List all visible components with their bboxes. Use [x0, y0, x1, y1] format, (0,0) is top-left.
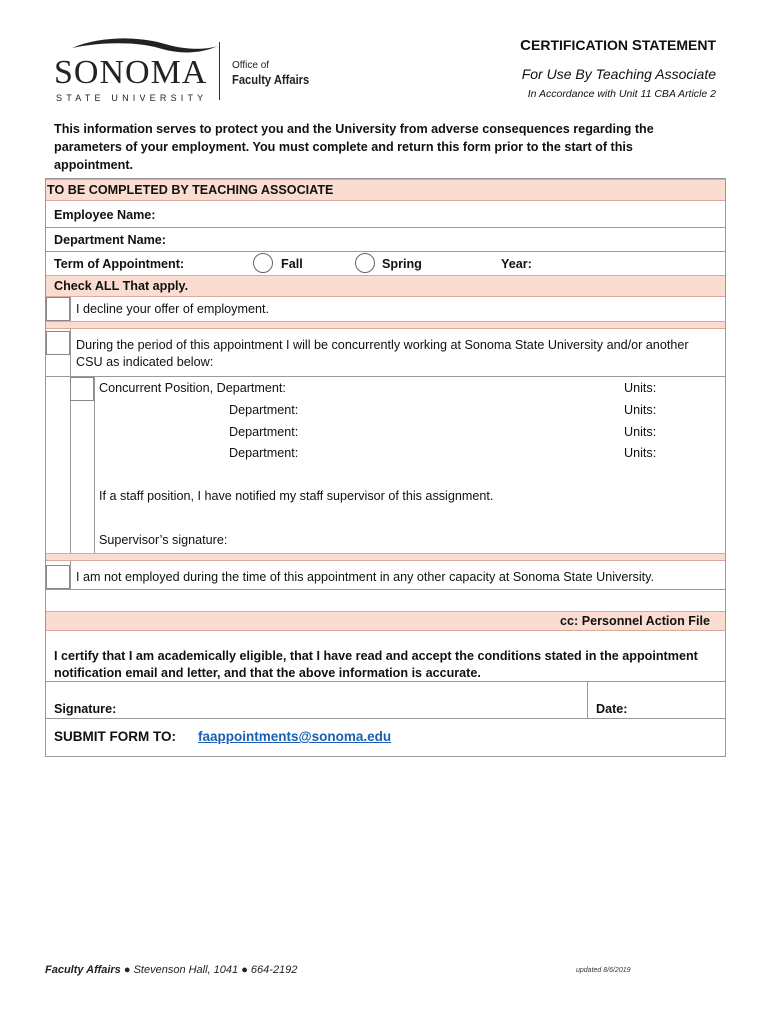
submit-label: SUBMIT FORM TO:: [54, 729, 176, 744]
check-all-bar: [46, 275, 725, 297]
office-name-label: Faculty Affairs: [232, 72, 310, 87]
logo-subtitle: STATE UNIVERSITY: [56, 93, 208, 103]
divider: [587, 681, 588, 718]
divider: [70, 329, 71, 553]
office-of-label: Office of: [232, 60, 270, 71]
bullet-icon: ●: [241, 964, 251, 976]
units-label: Units:: [624, 381, 657, 395]
divider: [70, 297, 71, 321]
units-label: Units:: [624, 446, 657, 460]
separator-bar: [46, 321, 725, 329]
divider: [46, 718, 725, 719]
cc-bar: [46, 611, 725, 631]
term-label: Term of Appointment:: [54, 257, 185, 271]
not-employed-checkbox[interactable]: [46, 565, 70, 589]
cc-label: cc: Personnel Action File: [560, 614, 710, 628]
department-label: Department:: [229, 403, 299, 417]
concurrent-text: During the period of this appointment I will be concurrently working at Sonoma State University and/or another CSU as indicated below:: [76, 338, 689, 369]
divider: [46, 589, 725, 590]
date-label: Date:: [596, 702, 628, 716]
spring-radio[interactable]: [355, 253, 375, 273]
fall-radio[interactable]: [253, 253, 273, 273]
divider: [46, 376, 725, 377]
decline-text: I decline your offer of employment.: [76, 302, 269, 316]
title-initial-s: S: [631, 37, 642, 54]
for-use-subtitle: For Use By Teaching Associate: [521, 66, 716, 82]
separator-bar: [46, 553, 725, 561]
check-all-label: Check ALL That apply.: [54, 279, 189, 293]
divider: [70, 561, 71, 589]
decline-checkbox[interactable]: [46, 297, 70, 321]
units-label: Units:: [624, 403, 657, 417]
logo-divider: [219, 42, 220, 100]
logo-swoosh-icon: [70, 36, 220, 56]
not-employed-text: I am not employed during the time of this appointment in any other capacity at Sonoma State University.: [76, 570, 654, 584]
employee-name-label: Employee Name:: [54, 208, 156, 222]
bullet-icon: ●: [123, 964, 134, 976]
spring-label: Spring: [382, 257, 422, 271]
footer-updated: updated 8/6/2019: [576, 967, 631, 974]
certify-statement: I certify that I am academically eligible, that I have read and accept the conditions stated in the appointment notification email and letter, and that the above information is accurate.: [54, 649, 698, 680]
sonoma-state-logo: [50, 36, 225, 106]
footer-office: Faculty Affairs: [45, 964, 121, 976]
concurrent-position-label: Concurrent Position, Department:: [99, 381, 286, 395]
year-label: Year:: [501, 257, 532, 271]
intro-paragraph: This information serves to protect you and the University from adverse consequences regarding the parameters of your employment. You must complete and return this form prior to the start of this appointment.: [54, 122, 654, 172]
divider: [94, 377, 95, 553]
certification-form: [45, 178, 726, 757]
title-part-2: TATEMENT: [641, 37, 716, 53]
footer-phone: 664-2192: [250, 964, 298, 976]
department-label: Department:: [229, 446, 299, 460]
divider: [46, 227, 725, 228]
signature-label: Signature:: [54, 702, 117, 716]
section-header-bar: [46, 179, 725, 201]
staff-notice: If a staff position, I have notified my staff supervisor of this assignment.: [99, 489, 494, 503]
section-header: TO BE COMPLETED BY TEACHING ASSOCIATE: [47, 183, 334, 197]
footer-location: Stevenson Hall, 1041: [133, 964, 239, 976]
divider: [46, 251, 725, 252]
certification-title: [520, 37, 716, 54]
footer-contact: [45, 964, 297, 976]
concurrent-checkbox[interactable]: [46, 331, 70, 355]
department-label: Department:: [229, 425, 299, 439]
submit-email-link[interactable]: faappointments@sonoma.edu: [198, 729, 392, 744]
units-label: Units:: [624, 425, 657, 439]
accordance-note: In Accordance with Unit 11 CBA Article 2: [527, 88, 716, 100]
logo-wordmark: SONOMA: [54, 54, 208, 91]
divider: [46, 681, 725, 682]
concurrent-position-checkbox[interactable]: [70, 377, 94, 401]
department-name-label: Department Name:: [54, 233, 166, 247]
supervisor-signature-label: Supervisor’s signature:: [99, 533, 228, 547]
title-initial-c: C: [520, 37, 531, 54]
fall-label: Fall: [281, 257, 303, 271]
title-part-1: ERTIFICATION: [531, 37, 632, 53]
